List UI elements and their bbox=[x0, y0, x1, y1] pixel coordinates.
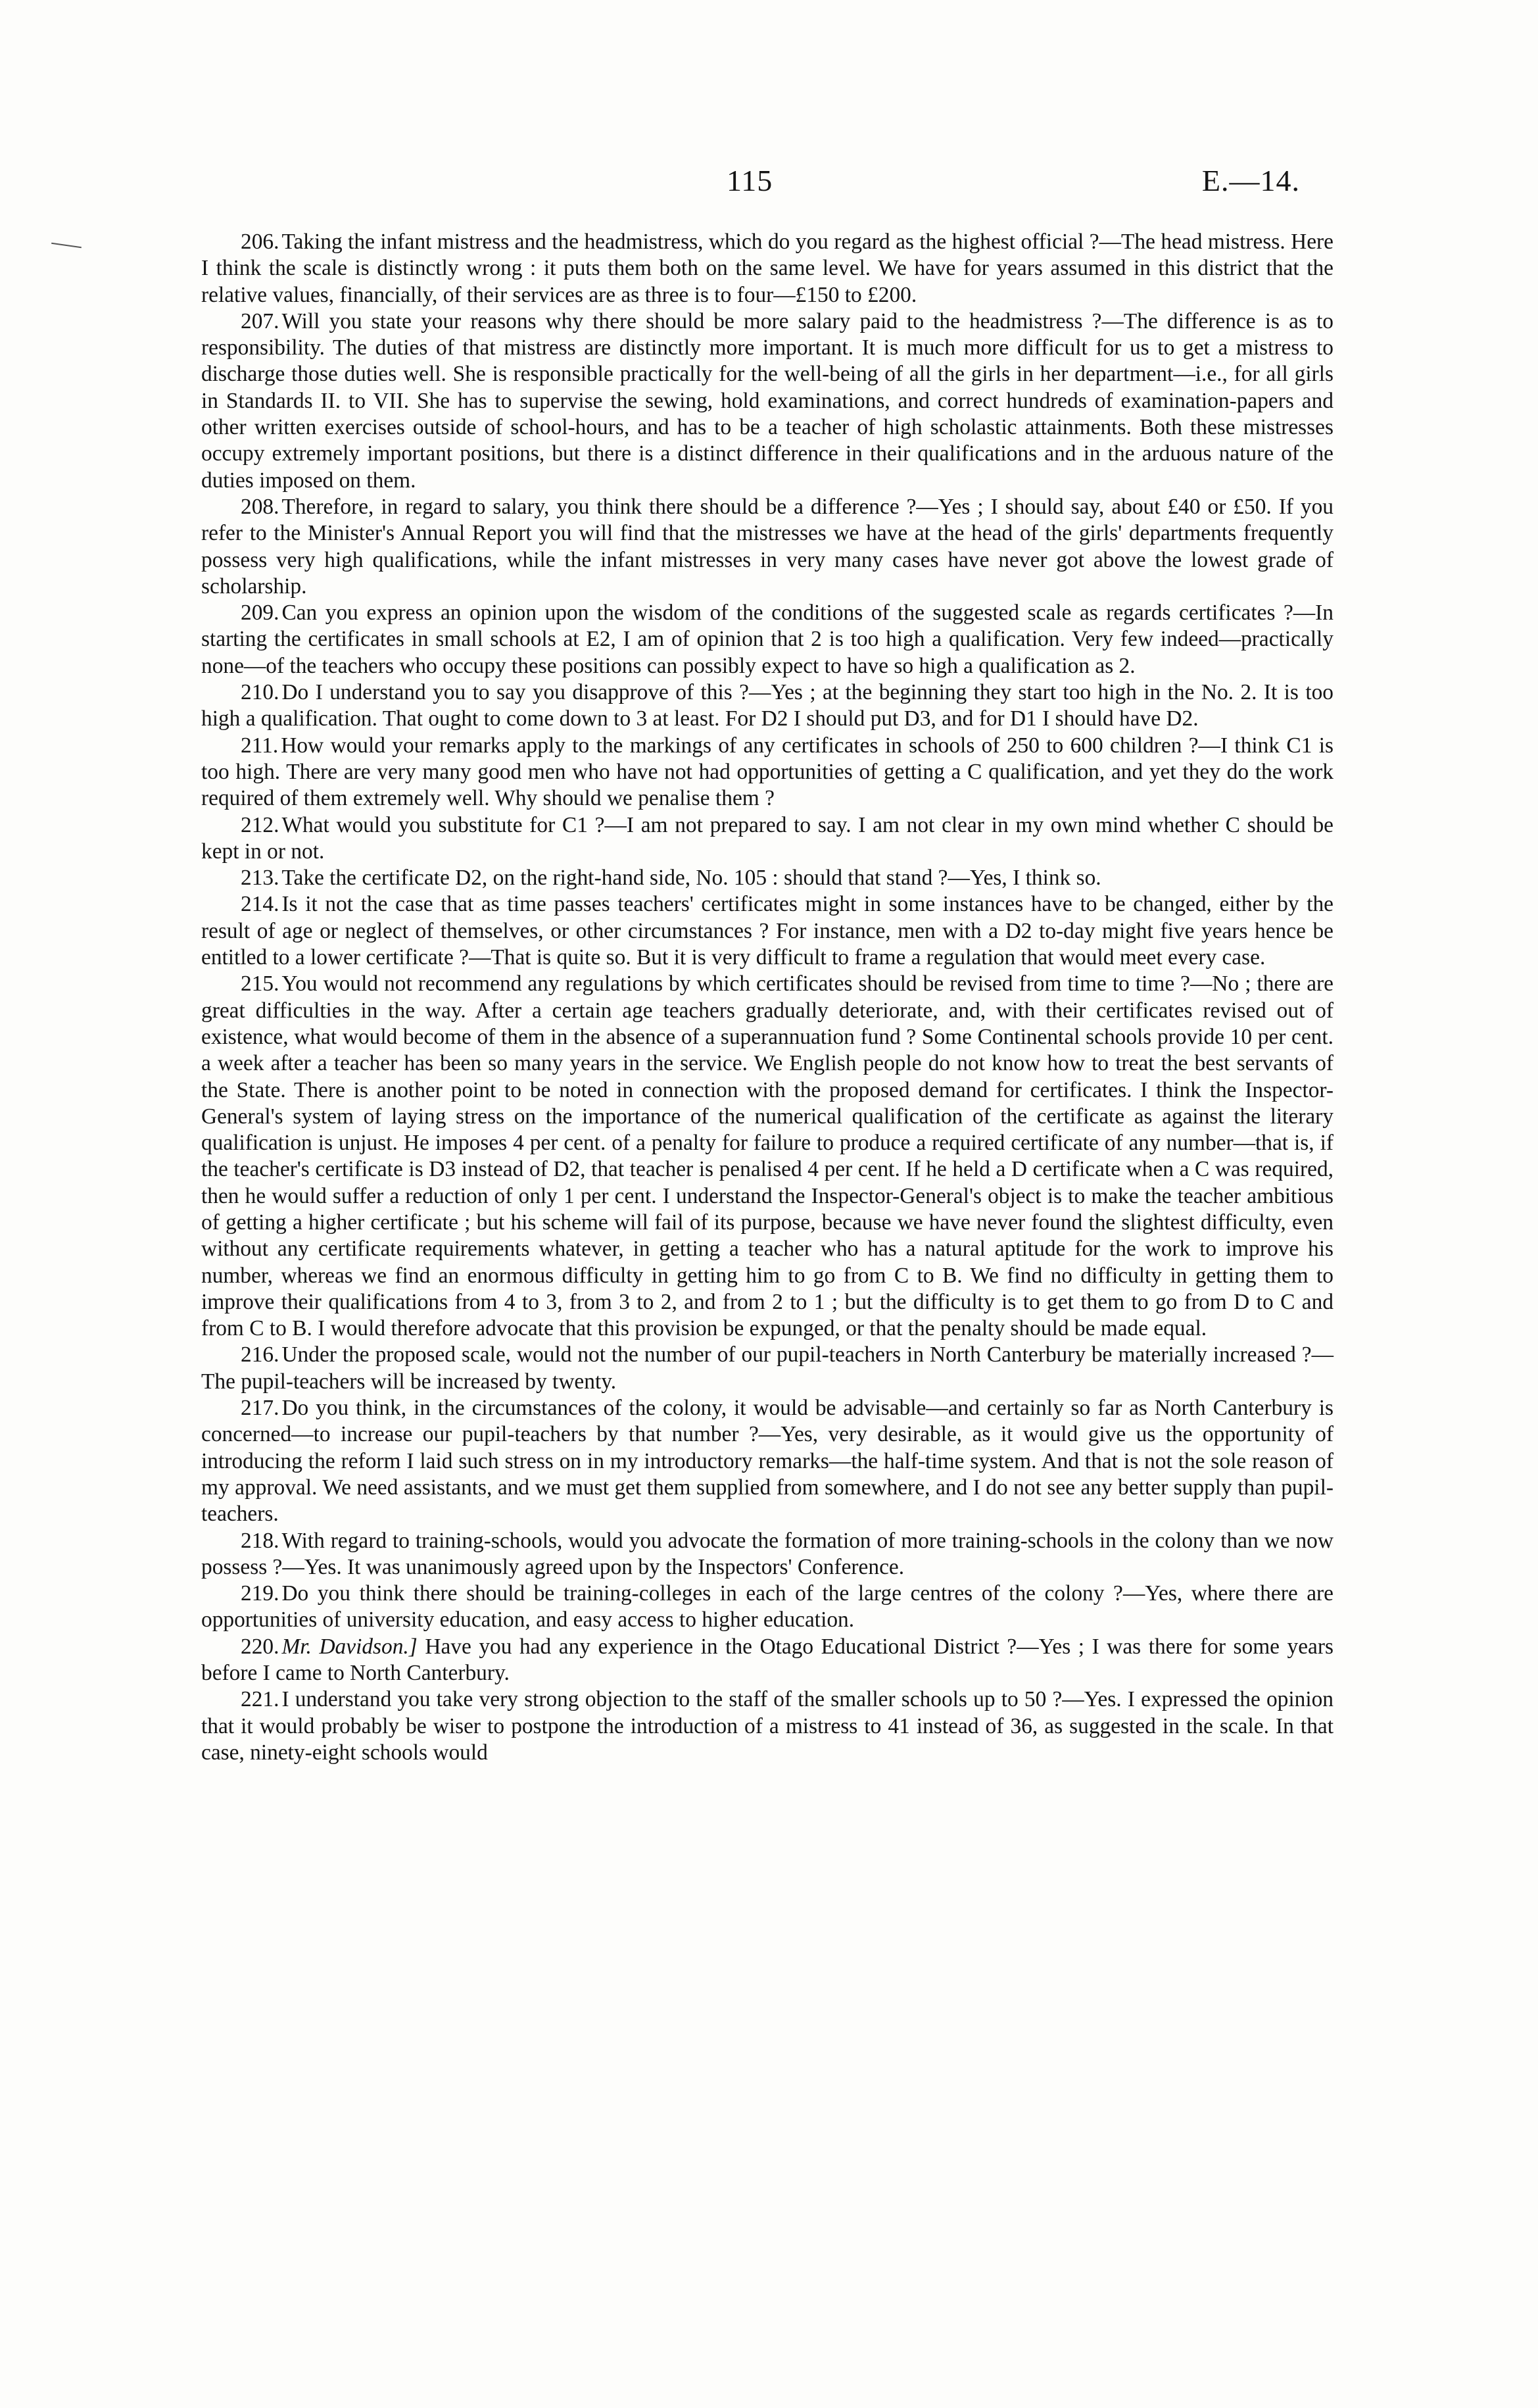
paragraph-number: 217. bbox=[241, 1396, 279, 1421]
paragraph-210 bbox=[201, 679, 1334, 733]
paragraph-216 bbox=[201, 1342, 1334, 1395]
paragraph-text: Under the proposed scale, would not the number of our pupil-teachers in North Canterbury be materially increased ?—The pupil-teachers will be increased by twenty. bbox=[201, 1342, 1334, 1394]
paragraph-text: Is it not the case that as time passes teachers' certificates might in some instances have to be changed, either by the result of age or neglect of themselves, or other circumstances ? For instance, men with a D2 to-day might five years hence be entitled to a lower certificate ?—That is quite so. But it is very difficult to frame a regulation that would meet every case. bbox=[201, 892, 1334, 970]
paragraph-218 bbox=[201, 1528, 1334, 1581]
paragraph-number: 221. bbox=[241, 1687, 279, 1712]
paragraph-220 bbox=[201, 1634, 1334, 1687]
paragraph-217 bbox=[201, 1395, 1334, 1527]
paragraph-text: What would you substitute for C1 ?—I am not prepared to say. I am not clear in my own mind whether C should be kept in or not. bbox=[201, 812, 1334, 864]
paragraph-text: Will you state your reasons why there should be more salary paid to the headmistress ?—The difference is as to responsibility. The duties of that mistress are distinctly more important. It is much more difficult for us to get a mistress to discharge those duties well. She is responsible practically for the well-being of all the girls in her department—i.e., for all girls in Standards II. to VII. She has to supervise the sewing, hold examinations, and correct hundreds of examination-papers and other written exercises outside of school-hours, and has to be a teacher of high scholastic attainments. Both these mistresses occupy extremely important positions, but there is a distinct difference in their qualifications and in the arduous nature of the duties imposed on them. bbox=[201, 308, 1334, 493]
paragraph-text: Therefore, in regard to salary, you think there should be a difference ?—Yes ; I should say, about £40 or £50. If you refer to the Minister's Annual Report you will find that the mistresses we have at the head of the girls' departments frequently possess very high qualifications, while the infant mistresses in very many cases have never got above the lowest grade of scholarship. bbox=[201, 494, 1334, 599]
paragraph-text: Can you express an opinion upon the wisdom of the conditions of the suggested scale as regards certificates ?—In starting the certificates in small schools at E2, I am of opinion that 2 is too high a qualification. Very few indeed—practically none—of the teachers who occupy these positions can possibly expect to have so high a qualification as 2. bbox=[201, 601, 1334, 678]
paragraph-number: 206. bbox=[241, 230, 279, 254]
paragraph-209 bbox=[201, 600, 1334, 679]
paragraph-number: 210. bbox=[241, 680, 279, 705]
paragraph-text: How would your remarks apply to the markings of any certificates in schools of 250 to 600 children ?—I think C1 is too high. There are very many good men who have not had opportunities of getting a C qualification, and yet they do the work required of them extremely well. Why should we penalise them ? bbox=[201, 733, 1334, 811]
paragraph-206 bbox=[201, 229, 1334, 308]
paragraph-number: 207. bbox=[241, 308, 279, 333]
paragraph-number: 212. bbox=[241, 812, 279, 837]
paragraph-number: 215. bbox=[241, 971, 279, 996]
document-code: E.—14. bbox=[1201, 164, 1300, 197]
paragraph-number: 214. bbox=[241, 892, 279, 917]
paragraph-text: Do you think, in the circumstances of the colony, it would be advisable—and certainly so far as North Canterbury is concerned—to increase our pupil-teachers by that number ?—Yes, very desirable, as it would give us the opportunity of introducing the reform I laid such stress on in my introductory remarks—the half-time system. And that is not the sole reason of my approval. We need assistants, and we must get them supplied from somewhere, and I do not see any better supply than pupil-teachers. bbox=[201, 1396, 1334, 1527]
paragraph-number: 208. bbox=[241, 494, 279, 519]
paragraph-221 bbox=[201, 1686, 1334, 1766]
document-body bbox=[201, 229, 1334, 1766]
paragraph-text: You would not recommend any regulations by which certificates should be revised from time to time ?—No ; there are great difficulties in the way. After a certain age teachers gradually deteriorate, and, with their certificates revised out of existence, what would become of them in the absence of a superannuation fund ? Some Continental schools provide 10 per cent. a week after a teacher has been so many years in the service. We English people do not know how to treat the best servants of the State. There is another point to be noted in connection with the proposed demand for certificates. I think the Inspector-General's system of laying stress on the importance of the numerical qualification of the certificate as against the literary qualification is unjust. He imposes 4 per cent. of a penalty for failure to produce a required certificate of any number—that is, if the teacher's certificate is D3 instead of D2, that teacher is penalised 4 per cent. If he held a D certificate when a C was required, then he would suffer a reduction of only 1 per cent. I understand the Inspector-General's object is to make the teacher ambitious of getting a higher certificate ; but his scheme will fail of its purpose, because we have never found the slightest difficulty, even without any certificate requirements whatever, in getting a teacher who has a natural aptitude for the work to improve his number, whereas we find an enormous difficulty in getting him to go from C to B. We find no difficulty in getting them to improve their qualifications from 4 to 3, from 3 to 2, and from 2 to 1 ; but the difficulty is to get them to go from D to C and from C to B. I would therefore advocate that this provision be expunged, or that the penalty should be made equal. bbox=[201, 971, 1334, 1341]
paragraph-number: 219. bbox=[241, 1581, 279, 1606]
paragraph-212 bbox=[201, 812, 1334, 866]
paragraph-text: I understand you take very strong objection to the staff of the smaller schools up to 50 ?—Yes. I expressed the opinion that it would probably be wiser to postpone the introduction of a mistress to 41 instead of 36, as suggested in the scale. In that case, ninety-eight schools would bbox=[201, 1687, 1334, 1765]
paragraph-number: 213. bbox=[241, 866, 279, 891]
paragraph-215 bbox=[201, 971, 1334, 1342]
speaker-name: Mr. Davidson.] bbox=[281, 1634, 418, 1659]
paragraph-text: With regard to training-schools, would you advocate the formation of more training-schools in the colony than we now possess ?—Yes. It was unanimously agreed upon by the Inspectors' Conference. bbox=[201, 1528, 1334, 1579]
paragraph-number: 220. bbox=[241, 1634, 279, 1659]
paragraph-number: 218. bbox=[241, 1528, 279, 1553]
paragraph-number: 209. bbox=[241, 601, 279, 626]
paragraph-text: Do I understand you to say you disapprove of this ?—Yes ; at the beginning they start too high in the No. 2. It is too high a qualification. That ought to come down to 3 at least. For D2 I should put D3, and for D1 I should have D2. bbox=[201, 680, 1334, 731]
paragraph-207 bbox=[201, 308, 1334, 494]
paragraph-211 bbox=[201, 733, 1334, 812]
paragraph-214 bbox=[201, 891, 1334, 971]
margin-mark bbox=[51, 243, 82, 248]
paragraph-text: Taking the infant mistress and the headmistress, which do you regard as the highest official ?—The head mistress. Here I think the scale is distinctly wrong : it puts them both on the same level. We have for years assumed in this district that the relative values, financially, of their services are as three is to four—£150 to £200. bbox=[201, 230, 1334, 307]
paragraph-number: 211. bbox=[241, 733, 279, 758]
paragraph-213 bbox=[201, 865, 1334, 891]
paragraph-number: 216. bbox=[241, 1342, 279, 1367]
paragraph-219 bbox=[201, 1581, 1334, 1634]
paragraph-text: Have you had any experience in the Otago Educational District ?—Yes ; I was there for some years before I came to North Canterbury. bbox=[201, 1634, 1334, 1686]
paragraph-208 bbox=[201, 494, 1334, 600]
page-number: 115 bbox=[727, 164, 773, 197]
paragraph-text: Do you think there should be training-colleges in each of the large centres of the colony ?—Yes, where there are opportunities of university education, and easy access to higher education. bbox=[201, 1581, 1334, 1633]
paragraph-text: Take the certificate D2, on the right-hand side, No. 105 : should that stand ?—Yes, I think so. bbox=[281, 866, 1101, 891]
